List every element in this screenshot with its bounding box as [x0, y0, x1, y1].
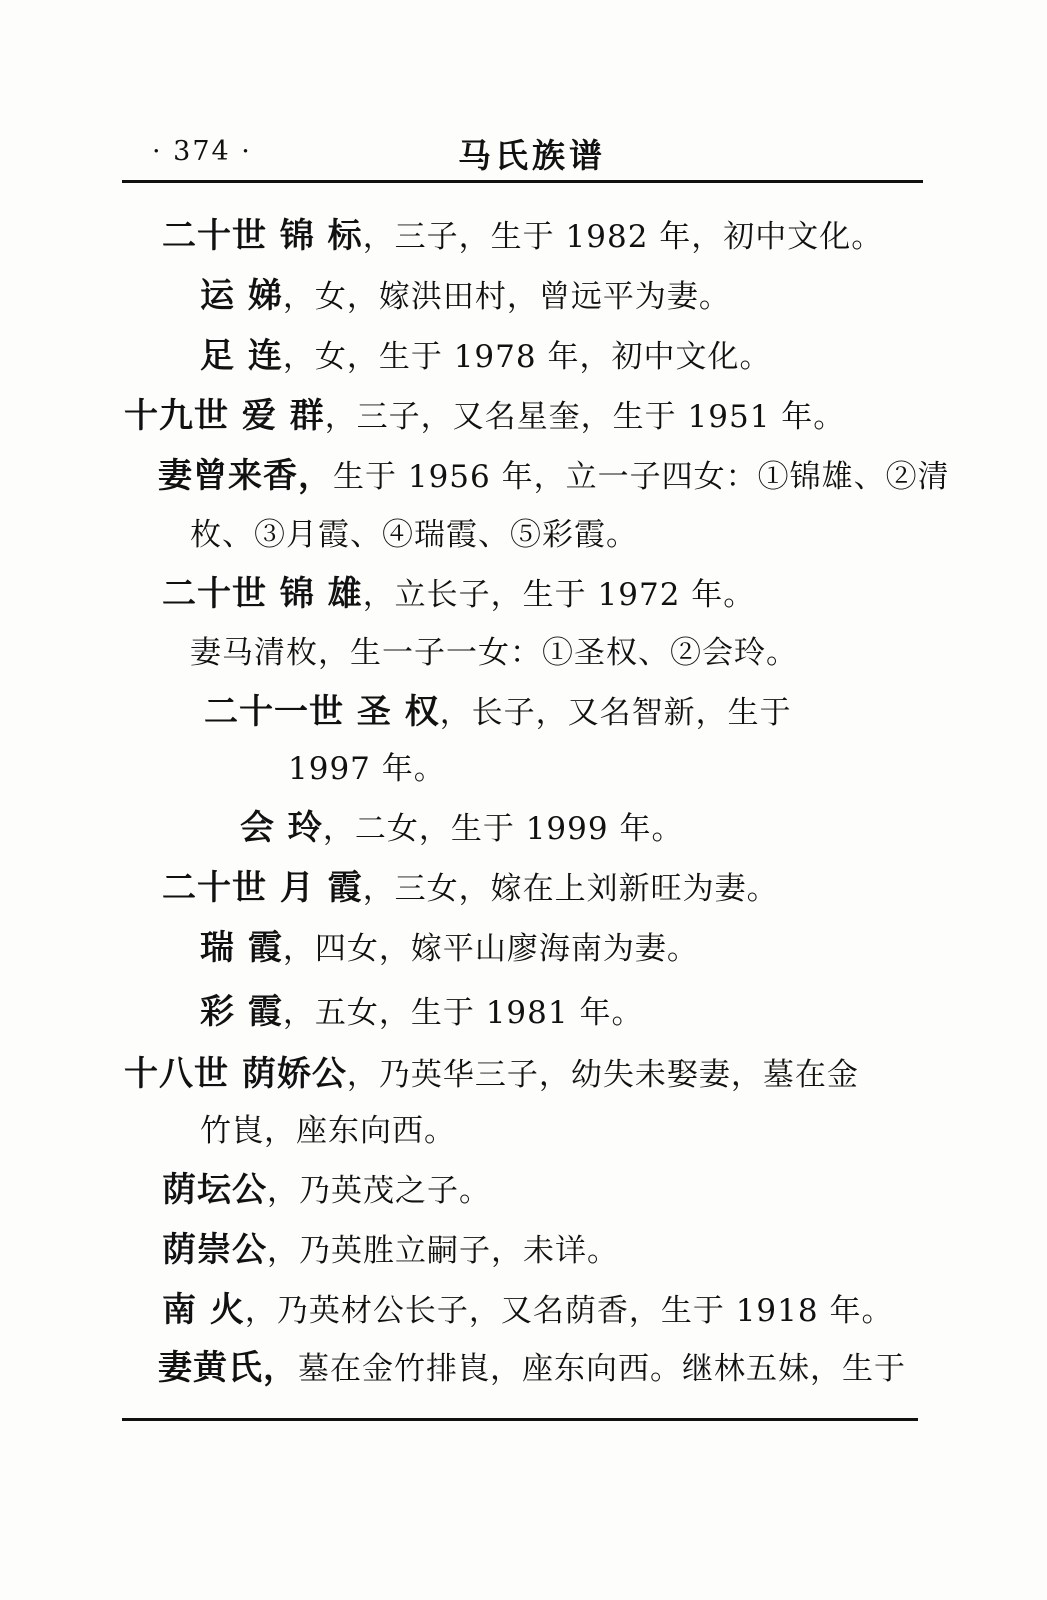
entry-name: 二十世 锦 雄: [162, 574, 363, 614]
entry-line: [200, 276, 731, 317]
entry-line: [200, 928, 699, 969]
entry-name: 瑞 霞: [200, 928, 283, 968]
entry-text: ，三子，生于 1982 年，初中文化。: [362, 219, 884, 255]
entry-text: 1997 年。: [288, 751, 446, 787]
header-rule: [122, 180, 923, 183]
entry-line: [200, 992, 643, 1033]
entry-name: 荫坛公: [162, 1170, 267, 1210]
entry-text: ，乃英茂之子。: [267, 1173, 491, 1209]
page-header: [0, 0, 1047, 190]
entry-line: [162, 1170, 491, 1211]
page-number: · 374 ·: [152, 136, 252, 167]
entry-text: ，女，嫁洪田村，曾远平为妻。: [282, 279, 731, 315]
entry-line: [124, 396, 845, 437]
entry-line: [162, 868, 779, 909]
entry-text: ，立长子，生于 1972 年。: [362, 577, 756, 613]
entry-name: 二十世 锦 标: [162, 216, 363, 256]
entry-line: [288, 748, 446, 789]
entry-text: ，五女，生于 1981 年。: [282, 995, 644, 1031]
entry-line: [240, 808, 683, 849]
book-title: 马氏族谱: [458, 136, 606, 175]
entry-line: [190, 514, 638, 555]
entry-name: 南 火: [162, 1290, 245, 1330]
entry-name: 足 连: [200, 336, 283, 376]
entry-line: [200, 336, 771, 377]
entry-text: ，长子，又名智新，生于: [439, 695, 792, 731]
entry-line: [158, 1348, 906, 1389]
entry-line: [190, 632, 798, 673]
entry-name: 荫崇公: [162, 1230, 267, 1270]
entry-line: [158, 456, 950, 497]
entry-name: 十九世 爱 群: [124, 396, 325, 436]
entry-line: [162, 1230, 619, 1271]
entry-name: 二十一世 圣 权: [204, 692, 440, 732]
entry-name: 彩 霞: [200, 992, 283, 1032]
entry-line: [162, 574, 755, 615]
entry-name: 十八世 荫娇公: [124, 1054, 347, 1094]
entry-name: 运 娣: [200, 276, 283, 316]
entry-name: 妻黄氏，: [158, 1348, 298, 1388]
entry-name: 会 玲: [240, 808, 323, 848]
entry-text: ，女，生于 1978 年，初中文化。: [282, 339, 772, 375]
entry-text: ，乃英华三子，幼失未娶妻，墓在金: [346, 1057, 859, 1093]
entry-text: ，四女，嫁平山廖海南为妻。: [282, 931, 699, 967]
entry-line: [200, 1110, 456, 1151]
entry-text: 墓在金竹排崀，座东向西。继林五妹，生于: [298, 1351, 906, 1387]
entry-text: ，三子，又名星奎，生于 1951 年。: [324, 399, 846, 435]
entry-text: 竹崀，座东向西。: [200, 1113, 456, 1149]
entry-text: 枚、③月霞、④瑞霞、⑤彩霞。: [190, 517, 638, 553]
entry-text: 妻马清枚，生一子一女：①圣权、②会玲。: [190, 635, 798, 671]
entry-text: ，三女，嫁在上刘新旺为妻。: [362, 871, 779, 907]
entry-name: 妻曾来香，: [158, 456, 333, 496]
entry-line: [204, 692, 792, 733]
entry-name: 二十世 月 霞: [162, 868, 363, 908]
entry-text: ，乃英材公长子，又名荫香，生于 1918 年。: [244, 1293, 894, 1329]
entry-line: [162, 216, 883, 257]
entry-text: ，乃英胜立嗣子，未详。: [267, 1233, 619, 1269]
entry-text: 生于 1956 年，立一子四女：①锦雄、②清: [333, 459, 950, 495]
entry-text: ，二女，生于 1999 年。: [322, 811, 684, 847]
entry-line: [162, 1290, 893, 1331]
footer-rule: [122, 1418, 918, 1421]
entry-line: [124, 1054, 859, 1095]
